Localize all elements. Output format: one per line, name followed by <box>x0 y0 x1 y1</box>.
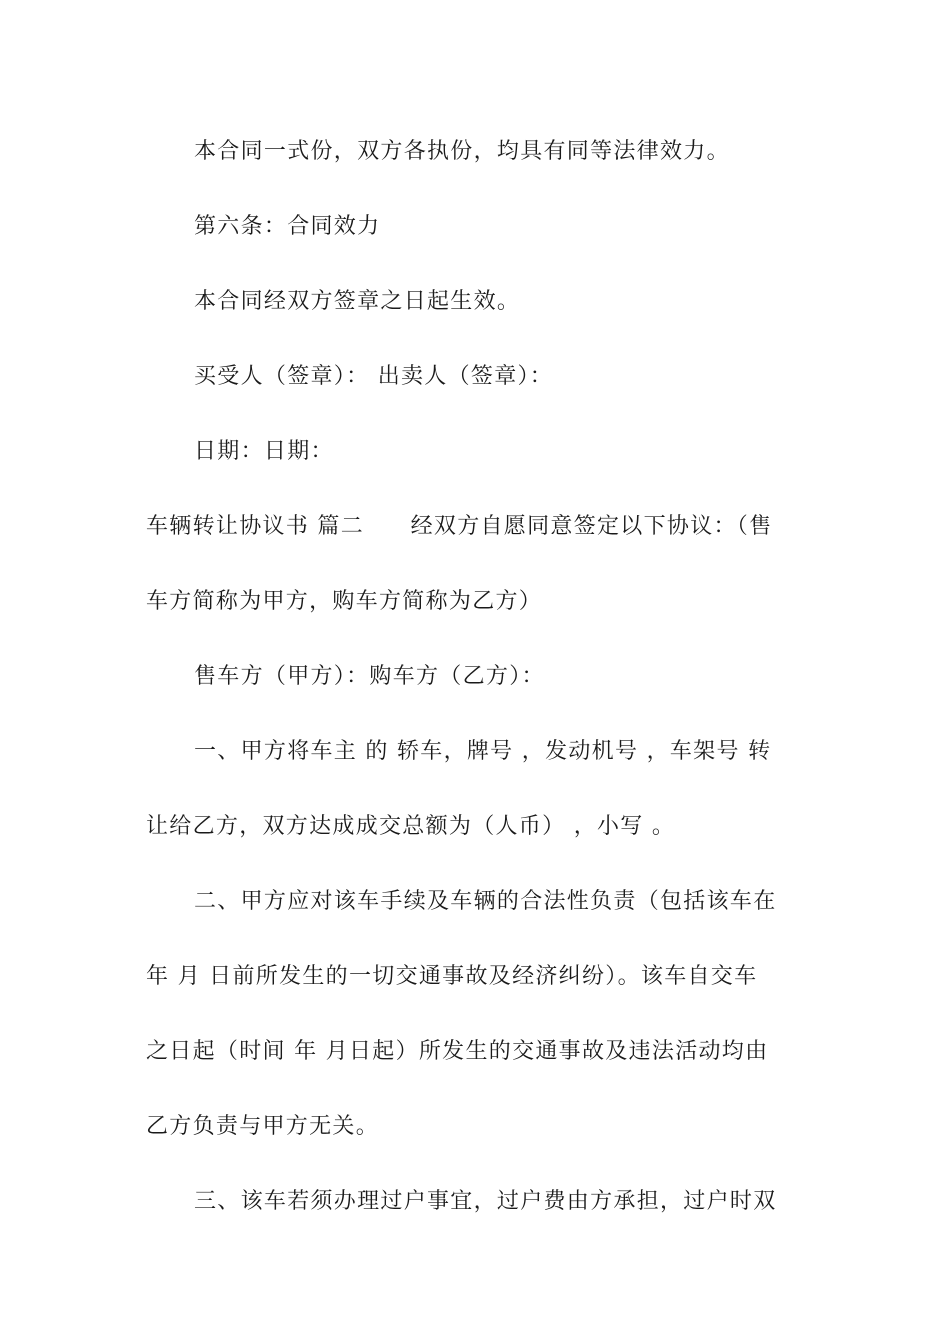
article-six-heading: 第六条：合同效力 <box>194 214 381 239</box>
signature-line: 买受人（签章）： 出卖人（签章）： <box>194 364 554 389</box>
clause-one-line-1: 一、甲方将车主 的 轿车，牌号 ，发动机号 ，车架号 转 <box>194 739 772 764</box>
clause-two-line-2: 年 月 日前所发生的一切交通事故及经济纠纷）。该车自交车 <box>146 964 758 989</box>
clause-one-line-2: 让给乙方，双方达成成交总额为（人币） ，小写 。 <box>146 814 676 839</box>
paragraph-copies-clause: 本合同一式份，双方各执份，均具有同等法律效力。 <box>194 139 730 164</box>
paragraph-effective-clause: 本合同经双方签章之日起生效。 <box>194 289 521 314</box>
clause-three-line-1: 三、该车若须办理过户事宜，过户费由方承担，过户时双 <box>194 1189 777 1214</box>
clause-two-line-1: 二、甲方应对该车手续及车辆的合法性负责（包括该车在 <box>194 889 777 914</box>
date-line: 日期：日期： <box>194 439 334 464</box>
clause-two-line-4: 乙方负责与甲方无关。 <box>146 1114 380 1139</box>
section-two-intro-line: 车辆转让协议书 篇二 经双方自愿同意签定以下协议：（售 <box>146 514 773 539</box>
section-two-intro-continuation: 车方简称为甲方，购车方简称为乙方） <box>146 589 543 614</box>
clause-two-line-3: 之日起（时间 年 月日起）所发生的交通事故及违法活动均由 <box>146 1039 769 1064</box>
parties-line: 售车方（甲方）：购车方（乙方）： <box>194 664 545 689</box>
